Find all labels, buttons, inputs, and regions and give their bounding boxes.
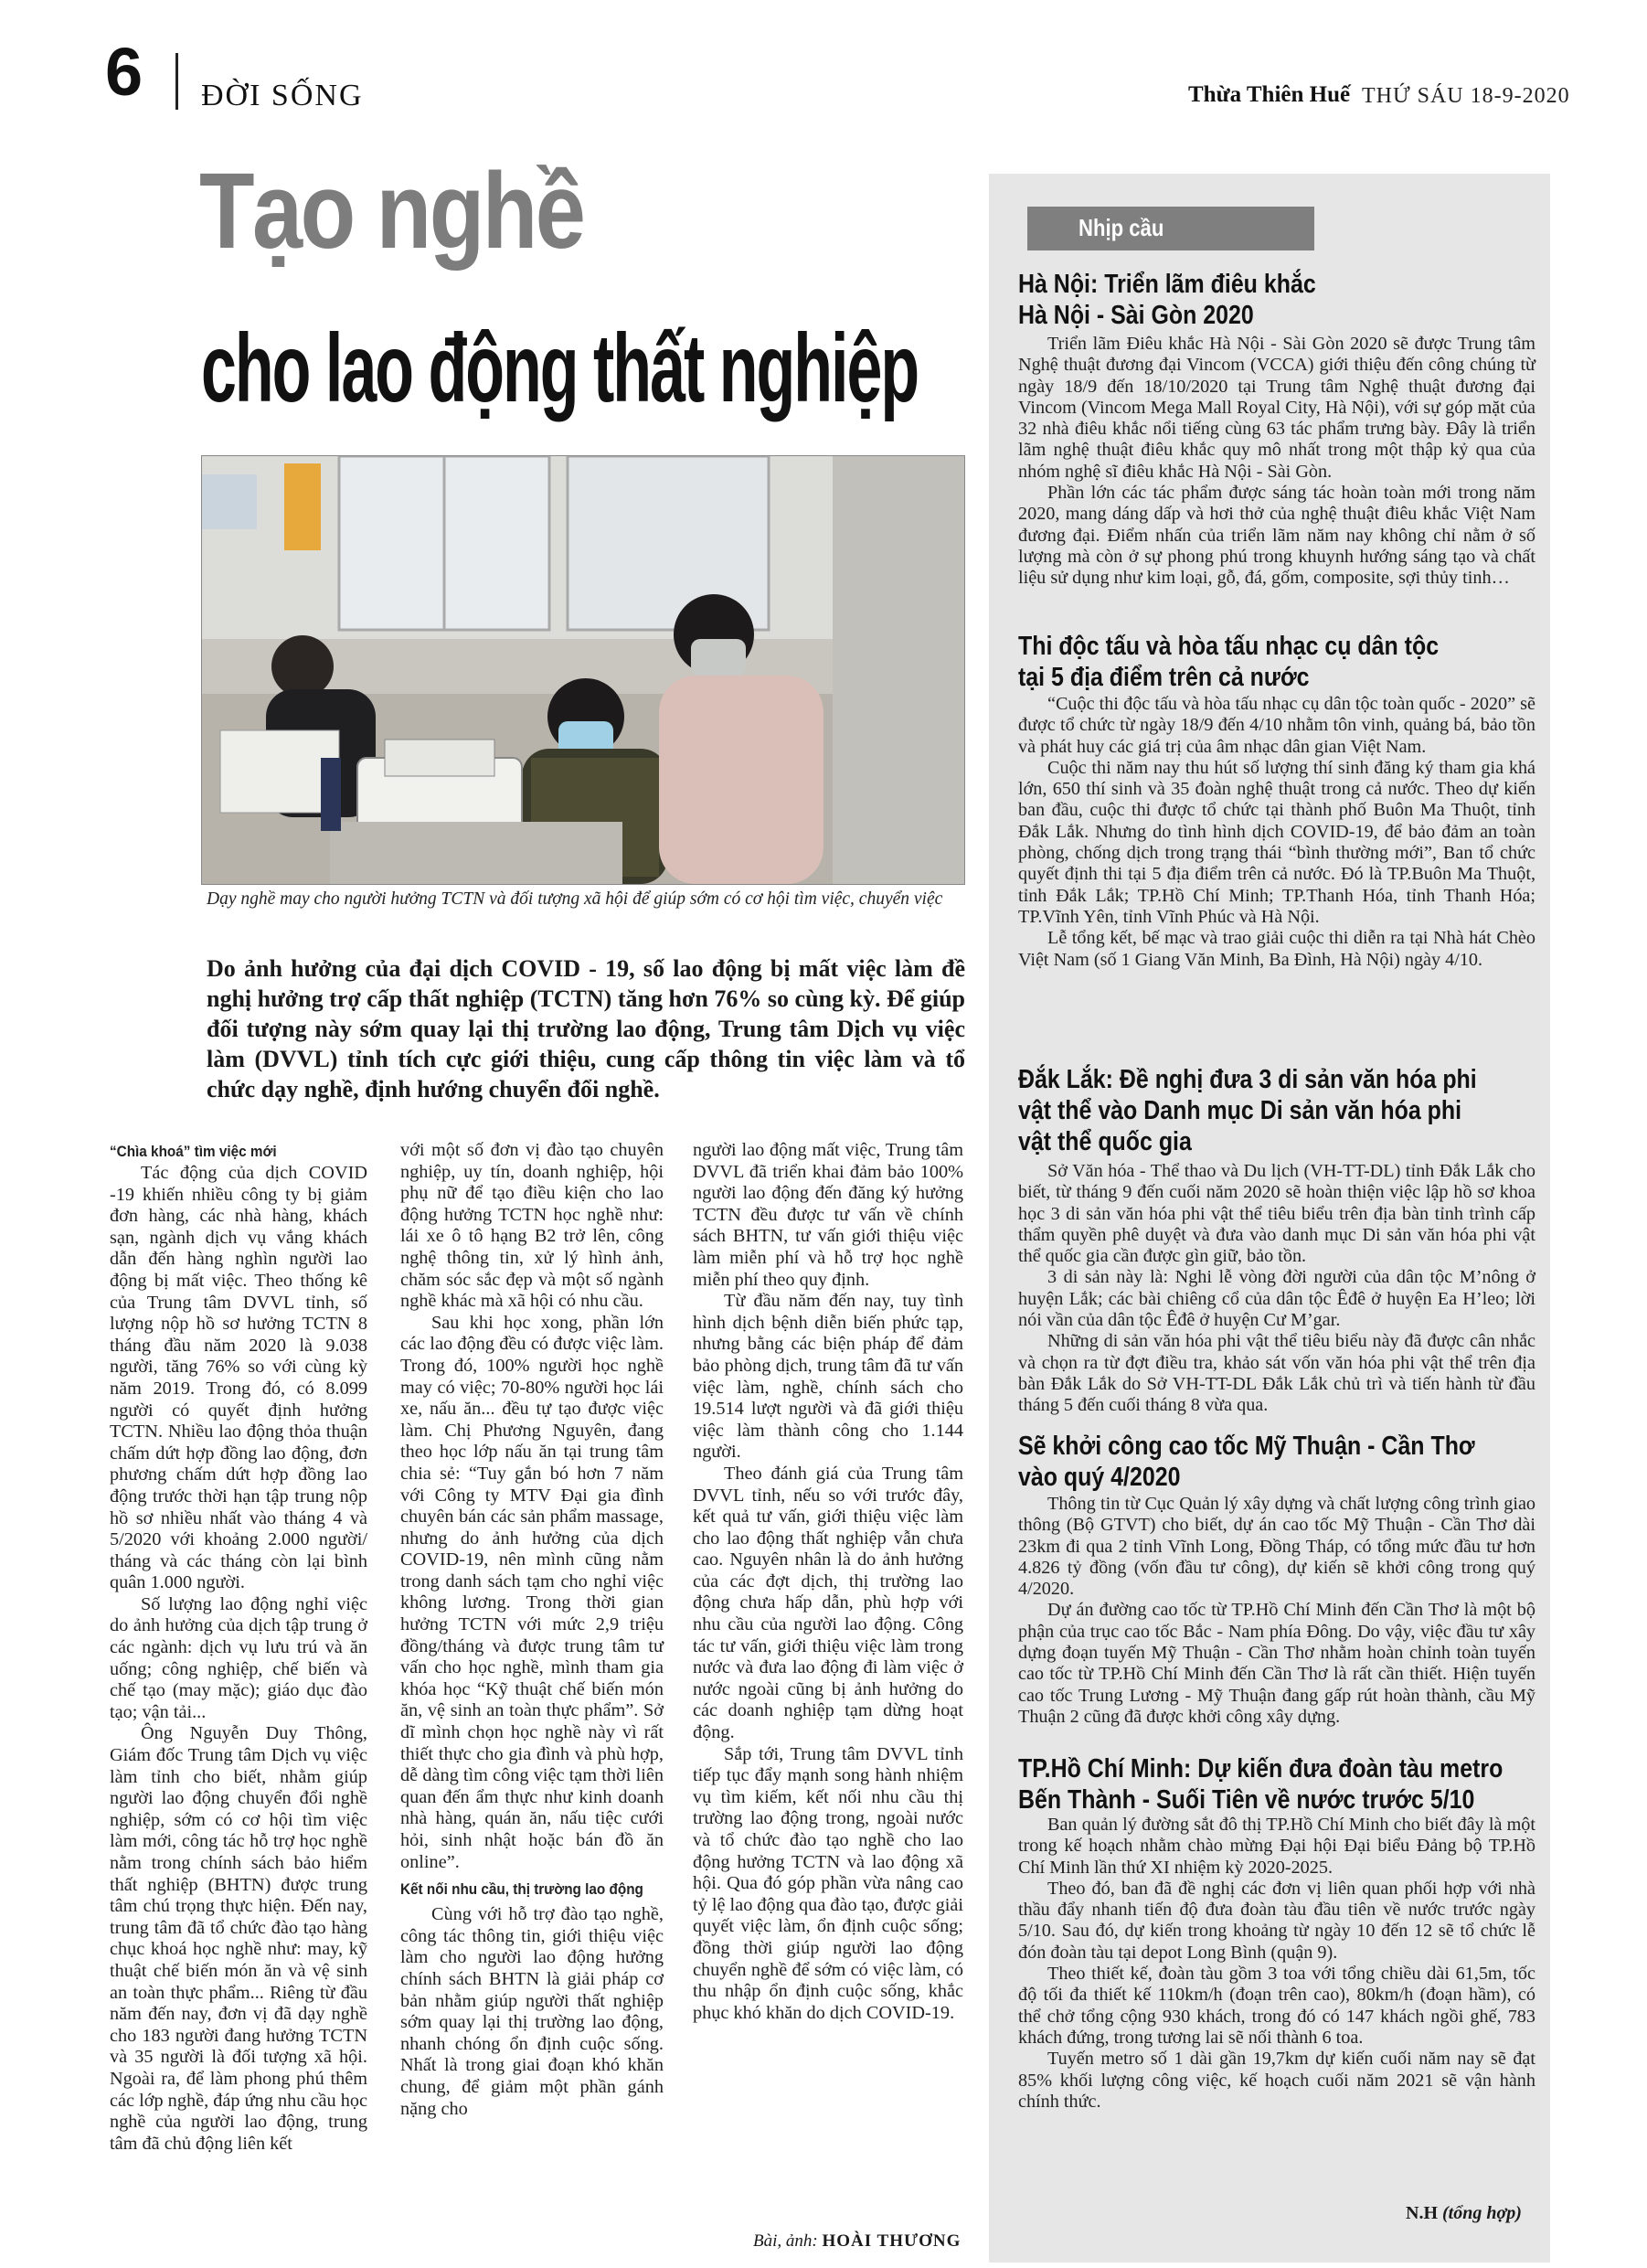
article-title-line2: cho lao động thất nghiệp <box>201 314 919 422</box>
sidebar-body-3 <box>1018 1161 1535 1417</box>
paragraph: Triển lãm Điêu khắc Hà Nội - Sài Gòn 2020 sẽ được Trung tâm Nghệ thuật đương đại Vincom (VCCA) giới thiệu đến công chúng từ ngày 18/9 đến 18/10/2020 tại Trung tâm Nghệ thuật đương đại Vincom (Vincom Mega Mall Royal City, Hà Nội), với sự góp mặt của 32 nhà điêu khắc nổi tiếng cùng 63 tác phẩm trưng bày. Đây là triển lãm nghệ thuật điêu khắc quy mô nhất trong một thập kỷ qua của nhóm nghệ sĩ điêu khắc Hà Nội - Sài Gòn. <box>1018 334 1535 482</box>
sidebar-body-5 <box>1018 1815 1535 2113</box>
paragraph: Theo đó, ban đã đề nghị các đơn vị liên quan phối hợp với nhà thầu đẩy nhanh tiến độ đưa đoàn tàu đầu tiên về nước trước ngày 5/10. Sau đó, dự kiến trong khoảng từ ngày 10 đến 12 sẽ tổ chức lễ đón đoàn tàu tại depot Long Bình (quận 9). <box>1018 1878 1535 1963</box>
byline-prefix: Bài, ảnh: <box>753 2231 818 2251</box>
sidebar-headline-2: Thi độc tấu và hòa tấu nhạc cụ dân tộc tại 5 địa điểm trên cả nước <box>1018 632 1440 692</box>
article-lead: Do ảnh hưởng của đại dịch COVID - 19, số lao động bị mất việc làm đề nghị hưởng trợ cấp thất nghiệp (TCTN) tăng hơn 76% so cùng kỳ. Để giúp đối tượng này sớm quay lại thị trường lao động, Trung tâm Dịch vụ việc làm (DVVL) tỉnh tích cực giới thiệu, cung cấp thông tin việc làm và tổ chức dạy nghề, định hướng chuyển đổi nghề. <box>207 955 965 1102</box>
paragraph: Từ đầu năm đến nay, tuy tình hình dịch bệnh diễn biến phức tạp, nhưng bằng các biện pháp để đảm bảo phòng dịch, trung tâm đã tư vấn việc làm, nghề, chính sách cho 19.514 lượt người và đã giới thiệu việc làm thành công cho 1.144 người. <box>693 1291 963 1463</box>
article-column-1 <box>110 1141 367 2155</box>
photo-caption: Dạy nghề may cho người hưởng TCTN và đối tượng xã hội để giúp sớm có cơ hội tìm việc, chuyển việc <box>207 889 943 909</box>
paragraph: Phần lớn các tác phẩm được sáng tác hoàn toàn mới trong năm 2020, mang dáng dấp và hơi thở của nghệ thuật điêu khắc Việt Nam đương đại. Điểm nhấn của triển lãm năm nay không chỉ nằm ở số lượng mà còn ở sự phong phú trong khuynh hướng sáng tạo và chất liệu sử dụng như kim loại, gỗ, đá, gốm, composite, sợi thủy tinh… <box>1018 483 1535 589</box>
newspaper-name: Thừa Thiên Huế <box>1188 82 1351 107</box>
sidebar-headline-4: Sẽ khởi công cao tốc Mỹ Thuận - Cần Thơ vào quý 4/2020 <box>1018 1432 1475 1492</box>
article-column-2 <box>400 1140 664 2120</box>
header-divider <box>175 53 178 110</box>
article-title-line1: Tạo nghề <box>199 151 584 272</box>
paragraph: Lễ tổng kết, bế mạc và trao giải cuộc thi diễn ra tại Nhà hát Chèo Việt Nam (số 1 Giang Văn Minh, Ba Đình, Hà Nội) ngày 4/10. <box>1018 928 1535 970</box>
paragraph: Cùng với hỗ trợ đào tạo nghề, công tác thông tin, giới thiệu việc làm cho người lao động hưởng chính sách BHTN là giải pháp cơ bản nhằm giúp người thất nghiệp sớm quay lại thị trường lao động, nhanh chóng ổn định cuộc sống. Nhất là trong giai đoạn khó khăn chung, để giảm một phần gánh nặng cho <box>400 1904 664 2119</box>
subheading: Kết nối nhu cầu, thị trường lao động <box>400 1880 643 1899</box>
paragraph: Dự án đường cao tốc từ TP.Hồ Chí Minh đến Cần Thơ là một bộ phận của trục cao tốc Bắc - Nam phía Đông. Do vậy, việc đầu tư xây dựng đoạn tuyến Mỹ Thuận - Cần Thơ nhằm hoàn chỉnh toàn tuyến cao tốc từ TP.Hồ Chí Minh đến Cần Thơ là rất cần thiết. Hiện tuyến cao tốc Trung Lương - Mỹ Thuận đang gấp rút hoàn thành, cầu Mỹ Thuận 2 cũng đã được khởi công xây dựng. <box>1018 1600 1535 1727</box>
sewing-class-illustration <box>202 456 964 884</box>
paragraph: Tác động của dịch COVID -19 khiến nhiều công ty bị giảm đơn hàng, các nhà hàng, khách sạn, ngành dịch vụ vắng khách dẫn đến hàng nghìn người lao động bị mất việc. Theo thống kê của Trung tâm DVVL tỉnh, số lượng nộp hồ sơ hưởng TCTN 8 tháng đầu năm 2020 là 9.038 người, tăng 76% so với cùng kỳ năm 2019. Trong đó, có 8.099 người có quyết định hưởng TCTN. Nhiều lao động thỏa thuận chấm dứt hợp đồng lao động, đơn phương chấm dứt hợp đồng lao động trước thời hạn tập trung nộp hồ sơ nhiều nhất vào tháng 4 và 5/2020 với khoảng 2.000 người/ tháng và các tháng còn lại bình quân 1.000 người. <box>110 1163 367 1593</box>
sidebar-body-4 <box>1018 1494 1535 1728</box>
paragraph: Cuộc thi năm nay thu hút số lượng thí sinh đăng ký tham gia khá lớn, 650 thí sinh và 35 đoàn nghệ thuật trong cả nước. Theo dự kiến ban đầu, cuộc thi được tổ chức tại thành phố Buôn Ma Thuột, tỉnh Đắk Lắk. Nhưng do tình hình dịch COVID-19, để bảo đảm an toàn phòng, chống dịch trong trạng thái “bình thường mới”, Ban tổ chức quyết định thi tại 5 địa điểm trên cả nước. Đó là TP.Buôn Ma Thuột, tỉnh Đắk Lắk; TP.Hồ Chí Minh; TP.Thanh Hóa, tỉnh Thanh Hóa; TP.Vĩnh Yên, tỉnh Vĩnh Phúc và Hà Nội. <box>1018 757 1535 927</box>
sidebar-tag: Nhịp cầu <box>1079 214 1164 241</box>
paragraph: Số lượng lao động nghỉ việc do ảnh hưởng của dịch tập trung ở các ngành: dịch vụ lưu trú và ăn uống; công nghiệp, chế biến và chế tạo (may mặc); giáo dục đào tạo; vận tải... <box>110 1593 367 1722</box>
paragraph: Sở Văn hóa - Thể thao và Du lịch (VH-TT-DL) tỉnh Đắk Lắk cho biết, từ tháng 9 đến cuối năm 2020 sẽ hoàn thiện việc lập hồ sơ khoa học 3 di sản văn hóa phi vật thể tiêu biểu trên địa bàn tỉnh trình cấp thẩm quyền phê duyệt và đưa vào danh mục Di sản văn hóa phi vật thể quốc gia cần được gìn giữ, bảo tồn. <box>1018 1161 1535 1267</box>
paragraph: Những di sản văn hóa phi vật thể tiêu biểu này đã được cân nhắc và chọn ra từ đợt điều tra, khảo sát vốn văn hóa phi vật thể trên địa bàn Đắk Lắk do Sở VH-TT-DL Đắk Lắk chủ trì và tiến hành từ đầu tháng 5 đến cuối tháng 8 vừa qua. <box>1018 1331 1535 1416</box>
article-column-3 <box>693 1140 963 2024</box>
paragraph: Sau khi học xong, phần lớn các lao động đều có được việc làm. Trong đó, 100% người học nghề may có việc; 70-80% người học lái xe, nấu ăn... đều tự tạo được việc làm. Chị Phương Nguyên, đang theo học lớp nấu ăn tại trung tâm chia sẻ: “Tuy gắn bó hơn 7 năm với Công ty MTV Đại gia đình chuyên bán các sản phẩm massage, nhưng do ảnh hưởng của dịch COVID-19, nên mình cũng nằm trong danh sách tạm cho nghỉ việc không lương. Trong thời gian hưởng TCTN với mức 2,9 triệu đồng/tháng và được trung tâm tư vấn cho học nghề, mình tham gia khóa học “Kỹ thuật chế biến món ăn, vệ sinh an toàn thực phẩm”. Sở dĩ mình chọn học nghề này vì rất thiết thực cho gia đình và phù hợp, dễ dàng tìm công việc tạm thời liên quan đến ẩm thực như kinh doanh nhà hàng, quán ăn, nấu tiệc cưới hỏi, sinh nhật hoặc bán đồ ăn online”. <box>400 1312 664 1872</box>
issue-date: THỨ SÁU 18-9-2020 <box>1362 84 1570 108</box>
sidebar-headline-3: Đắk Lắk: Đề nghị đưa 3 di sản văn hóa phi vật thể vào Danh mục Di sản văn hóa phi vật thể quốc gia <box>1018 1065 1477 1156</box>
byline <box>753 2231 961 2252</box>
subheading: “Chìa khoá” tìm việc mới <box>110 1143 277 1160</box>
paragraph: Theo thiết kế, đoàn tàu gồm 3 toa với tổng chiều dài 61,5m, tốc độ tối đa thiết kế 110km/h (đoạn trên cao), 80km/h (đoạn hầm), có thể chở tổng cộng 930 khách, trong đó có 147 khách ngồi ghế, 783 khách đứng, trong tương lai sẽ nối thành 6 toa. <box>1018 1964 1535 2048</box>
sidebar-signature: N.H (tổng hợp) <box>1406 2203 1522 2223</box>
paragraph: Tuyến metro số 1 dài gần 19,7km dự kiến cuối năm nay sẽ đạt 85% khối lượng công việc, kế hoạch cuối năm 2021 sẽ vận hành chính thức. <box>1018 2049 1535 2112</box>
sidebar-body-2 <box>1018 694 1535 971</box>
section-name: ĐỜI SỐNG <box>201 79 364 112</box>
paragraph: “Cuộc thi độc tấu và hòa tấu nhạc cụ dân tộc toàn quốc - 2020” sẽ được tổ chức từ ngày 18/9 đến 4/10 nhằm tôn vinh, quảng bá, bảo tồn và phát huy các giá trị của âm nhạc dân gian Việt Nam. <box>1018 694 1535 757</box>
paragraph: Thông tin từ Cục Quản lý xây dựng và chất lượng công trình giao thông (Bộ GTVT) cho biết, dự án cao tốc Mỹ Thuận - Cần Thơ dài 23km đi qua 2 tỉnh Vĩnh Long, Đồng Tháp, có tổng mức đầu tư hơn 4.826 tỷ đồng (vốn đầu tư công), dự kiến sẽ khởi công trong quý 4/2020. <box>1018 1494 1535 1600</box>
paragraph: Ông Nguyễn Duy Thông, Giám đốc Trung tâm Dịch vụ việc làm tỉnh cho biết, nhằm giúp người lao động chuyển đổi nghề nghiệp, sớm có cơ hội tìm việc làm mới, công tác hỗ trợ học nghề nằm trong chính sách bảo hiểm thất nghiệp (BHTN) được trung tâm chú trọng thực hiện. Đến nay, trung tâm đã tổ chức đào tạo hàng chục khoá học nghề như: may, kỹ thuật chế biến món ăn và vệ sinh an toàn thực phẩm... Riêng từ đầu năm đến nay, đơn vị đã dạy nghề cho 183 người đang hưởng TCTN và 35 người là đối tượng xã hội. Ngoài ra, để làm phong phú thêm các lớp nghề, đáp ứng nhu cầu học nghề của người lao động, trung tâm đã chủ động liên kết <box>110 1723 367 2154</box>
page-number: 6 <box>105 34 143 110</box>
paragraph: Ban quản lý đường sắt đô thị TP.Hồ Chí Minh cho biết đây là một trong kế hoạch nhằm chào mừng Đại hội Đại biểu Đảng bộ TP.Hồ Chí Minh lần thứ XI nhiệm kỳ 2020-2025. <box>1018 1815 1535 1878</box>
sidebar-tag-bar <box>1027 207 1314 250</box>
paragraph: Theo đánh giá của Trung tâm DVVL tỉnh, nếu so với trước đây, kết quả tư vấn, giới thiệu việc làm cho lao động thất nghiệp vẫn chưa cao. Nguyên nhân là do ảnh hưởng của các đợt dịch, thị trường lao động chưa hấp dẫn, phù hợp với nhu cầu của người lao động. Công tác tư vấn, giới thiệu việc làm trong nước và đưa lao động đi làm việc ở nước ngoài cũng bị ảnh hưởng do các doanh nghiệp tạm dừng hoạt động. <box>693 1463 963 1743</box>
article-photo <box>201 455 965 885</box>
paragraph: với một số đơn vị đào tạo chuyên nghiệp, uy tín, doanh nghiệp, hội phụ nữ để tạo điều kiện cho lao động hưởng TCTN học nghề như: lái xe ô tô hạng B2 trở lên, công nghệ thông tin, xử lý hình ảnh, chăm sóc sắc đẹp và một số ngành nghề khác mà xã hội có nhu cầu. <box>400 1140 664 1312</box>
sidebar-headline-5: TP.Hồ Chí Minh: Dự kiến đưa đoàn tàu metro Bến Thành - Suối Tiên về nước trước 5/10 <box>1018 1754 1504 1815</box>
sidebar-body-1 <box>1018 334 1535 590</box>
byline-author: HOÀI THƯƠNG <box>822 2231 962 2251</box>
paragraph: người lao động mất việc, Trung tâm DVVL đã triển khai đảm bảo 100% người lao động đến đăng ký hưởng TCTN đều được tư vấn về chính sách BHTN, tư vấn giới thiệu việc làm miễn phí và hỗ trợ học nghề miễn phí theo quy định. <box>693 1140 963 1290</box>
paragraph: Sắp tới, Trung tâm DVVL tỉnh tiếp tục đẩy mạnh song hành nhiệm vụ tìm kiếm, kết nối nhu cầu thị trường lao động trong, ngoài nước và tổ chức đào tạo nghề cho lao động hưởng TCTN và lao động xã hội. Qua đó góp phần vừa nâng cao tỷ lệ lao động qua đào tạo, được giải quyết việc làm, ổn định cuộc sống; đồng thời giúp người lao động chuyển nghề để sớm có việc làm, có thu nhập ổn định cuộc sống, khắc phục khó khăn do dịch COVID-19. <box>693 1743 963 2023</box>
paragraph: 3 di sản này là: Nghi lễ vòng đời người của dân tộc M’nông ở huyện Lắk; các bài chiêng cổ của dân tộc Êđê ở huyện Ea H’leo; lời nói vần của dân tộc Êđê ở huyện Cư M’gar. <box>1018 1267 1535 1331</box>
sidebar-headline-1: Hà Nội: Triển lãm điêu khắc Hà Nội - Sài Gòn 2020 <box>1018 270 1316 330</box>
